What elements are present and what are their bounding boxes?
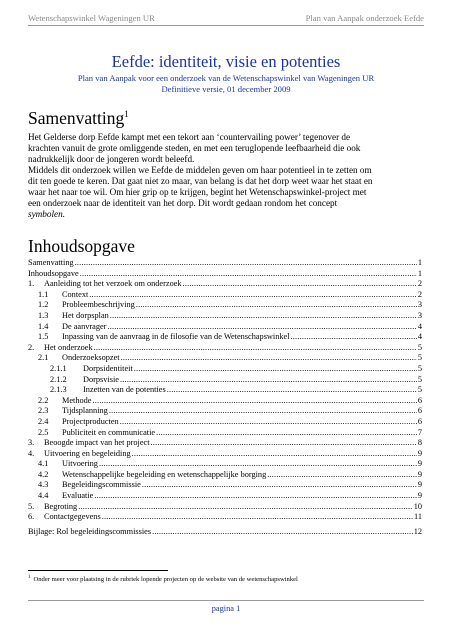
- toc-entry-number: 4.1: [38, 459, 49, 469]
- toc-entry-number: 2.1: [38, 353, 49, 363]
- toc-entry[interactable]: [28, 502, 422, 513]
- toc-entry[interactable]: [28, 375, 422, 386]
- toc-entry-page: 1: [417, 258, 422, 267]
- footnote-reference[interactable]: 1: [124, 109, 129, 120]
- toc-entry-page: 1: [417, 268, 422, 278]
- toc-entry-title: Probleembeschrijving: [62, 300, 135, 310]
- toc-entry-title: Uitvoering: [62, 459, 98, 469]
- toc-entry-page: 8: [417, 438, 422, 448]
- toc-entry-number: 1.4: [38, 321, 49, 331]
- toc-dot-leader: [136, 300, 417, 311]
- toc-entry[interactable]: [28, 343, 422, 354]
- toc-entry-page: 12: [413, 526, 422, 536]
- toc-entry-number: 2.3: [38, 406, 49, 416]
- summary-paragraph-1: Het Gelderse dorp Eefde kampt met een tekort aan ‘countervailing power’ tegenover de krachten vanuit de grote omliggende steden, en met een teruglopende leefbaarheid die ook nadrukkelijk door de jongeren wordt beleefd.: [28, 132, 361, 165]
- toc-dot-leader: [120, 375, 417, 386]
- toc-entry[interactable]: [28, 527, 422, 538]
- toc-entry-number: 4.4: [38, 491, 49, 501]
- toc-entry-title: Het onderzoek: [44, 342, 93, 352]
- toc-dot-leader: [94, 343, 417, 354]
- toc-entry-page: 2: [417, 279, 422, 289]
- toc-entry[interactable]: [28, 290, 422, 301]
- toc-entry[interactable]: [28, 480, 422, 491]
- toc-entry-page: 9: [417, 469, 422, 479]
- toc-dot-leader: [120, 417, 417, 428]
- toc-entry-page: 9: [417, 448, 422, 458]
- toc-dot-leader: [78, 502, 413, 513]
- toc-entry-page: 6: [417, 406, 422, 416]
- toc-entry-title: Bijlage: Rol begeleidingscommissies: [28, 526, 152, 536]
- toc-entry-number: 2.4: [38, 416, 49, 426]
- toc-entry-number: 1.3: [38, 310, 49, 320]
- header-document-title: Plan van Aanpak onderzoek Eefde: [305, 13, 424, 23]
- toc-entry-title: Samenvatting: [28, 258, 74, 267]
- document-subtitle: Plan van Aanpak voor een onderzoek van de Wetenschapswinkel van Wageningen UR: [77, 73, 375, 83]
- toc-entry-number: 2.: [28, 342, 35, 352]
- toc-dot-leader: [152, 527, 413, 538]
- toc-entry[interactable]: [28, 491, 422, 502]
- toc-entry-page: 9: [417, 480, 422, 490]
- toc-entry-page: 5: [417, 363, 422, 373]
- toc-entry-number: 5.: [28, 501, 35, 511]
- running-header: [28, 13, 424, 26]
- toc-dot-leader: [142, 480, 417, 491]
- toc-entry-title: Inzetten van de potenties: [83, 385, 166, 395]
- document-title: Eefde: identiteit, visie en potenties: [111, 52, 341, 71]
- toc-dot-leader: [156, 428, 417, 439]
- toc-entry[interactable]: [28, 258, 422, 269]
- toc-entry-page: 2: [417, 289, 422, 299]
- toc-entry-number: 1.5: [38, 332, 49, 342]
- toc-entry-page: 9: [417, 459, 422, 469]
- toc-entry-title: Het dorpsplan: [62, 310, 109, 320]
- toc-entry[interactable]: [28, 470, 422, 481]
- toc-entry-number: 1.: [28, 279, 35, 289]
- footer-divider: [28, 600, 424, 601]
- toc-dot-leader: [94, 491, 417, 502]
- toc-entry-page: 5: [417, 342, 422, 352]
- toc-dot-leader: [110, 311, 417, 322]
- toc-entry-page: 11: [414, 512, 422, 522]
- toc-entry[interactable]: [28, 449, 422, 460]
- toc-entry-title: Uitvoering en begeleiding: [44, 448, 131, 458]
- toc-dot-leader: [80, 269, 417, 280]
- toc-entry-number: 2.1.2: [50, 374, 67, 384]
- toc-dot-leader: [167, 385, 417, 396]
- footnote: $^1$ Onder meer voor plaatsing in de rubriek lopende projecten op de website van de wetenschapswinkel: [28, 574, 298, 583]
- toc-dot-leader: [132, 449, 417, 460]
- toc-entry-number: 2.1.1: [50, 363, 67, 373]
- toc-entry-page: 5: [417, 353, 422, 363]
- toc-entry[interactable]: [28, 332, 422, 343]
- toc-entry-number: 2.1.3: [50, 385, 67, 395]
- toc-entry[interactable]: [28, 300, 422, 311]
- toc-entry[interactable]: [28, 385, 422, 396]
- toc-dot-leader: [121, 353, 417, 364]
- toc-entry-title: Methode: [62, 395, 92, 405]
- toc-entry-title: Evaluatie: [62, 491, 94, 501]
- toc-entry[interactable]: [28, 364, 422, 375]
- toc-dot-leader: [183, 279, 417, 290]
- toc-dot-leader: [109, 406, 417, 417]
- toc-entry[interactable]: [28, 438, 422, 449]
- toc-dot-leader: [75, 258, 417, 269]
- toc-entry[interactable]: [28, 459, 422, 470]
- toc-entry-title: Dorpsvisie: [83, 374, 119, 384]
- toc-entry[interactable]: [28, 353, 422, 364]
- toc-entry-number: 1.2: [38, 300, 49, 310]
- toc-entry-number: 6.: [28, 512, 35, 522]
- toc-entry-number: 4.2: [38, 469, 49, 479]
- toc-entry[interactable]: [28, 406, 422, 417]
- toc-entry-title: Begeleidingscommissie: [62, 480, 141, 490]
- toc-entry-title: Projectproducten: [62, 416, 119, 426]
- summary-heading: Samenvatting$^1$: [28, 108, 129, 128]
- toc-entry[interactable]: [28, 396, 422, 407]
- toc-dot-leader: [134, 364, 417, 375]
- toc-entry-title: Inpassing van de aanvraag in de filosofie van de Wetenschapswinkel: [62, 332, 290, 342]
- toc-entry-title: Context: [62, 289, 89, 299]
- toc-heading: Inhoudsopgave: [28, 236, 135, 256]
- toc-entry-title: Publiciteit en communicatie: [62, 427, 156, 437]
- toc-entry-page: 5: [417, 385, 422, 395]
- toc-entry-page: 10: [413, 501, 422, 511]
- toc-entry-number: 4.: [28, 448, 35, 458]
- toc-entry[interactable]: [28, 417, 422, 428]
- toc-entry-title: Beoogde impact van het project: [44, 438, 150, 448]
- toc-entry-title: Inhoudsopgave: [28, 268, 79, 278]
- toc-dot-leader: [102, 512, 413, 523]
- toc-entry-number: 3.: [28, 438, 35, 448]
- toc-entry-page: 6: [417, 395, 422, 405]
- toc-dot-leader: [107, 322, 416, 333]
- toc-dot-leader: [291, 332, 417, 343]
- toc-entry-page: 3: [417, 310, 422, 320]
- toc-dot-leader: [89, 290, 417, 301]
- toc-entry[interactable]: [28, 311, 422, 322]
- toc-entry[interactable]: [28, 269, 422, 280]
- toc-entry-page: 4: [417, 332, 422, 342]
- toc-entry[interactable]: [28, 512, 422, 523]
- toc-entry-title: Dorpsidentiteit: [83, 363, 133, 373]
- toc-entry-page: 7: [417, 427, 422, 437]
- footnote-divider: [28, 570, 168, 571]
- document-version: Definitieve versie, 01 december 2009: [161, 84, 291, 94]
- toc-entry-number: 1.1: [38, 289, 49, 299]
- toc-entry-page: 5: [417, 374, 422, 384]
- toc-entry-title: Aanleiding tot het verzoek om onderzoek: [44, 279, 182, 289]
- toc-entry-number: 4.3: [38, 480, 49, 490]
- toc-entry-page: 4: [417, 321, 422, 331]
- toc-entry-page: 6: [417, 416, 422, 426]
- toc-dot-leader: [93, 396, 417, 407]
- toc-entry-title: Tijdsplanning: [62, 406, 108, 416]
- toc-dot-leader: [151, 438, 417, 449]
- table-of-contents: [28, 258, 422, 537]
- toc-dot-leader: [99, 459, 417, 470]
- toc-entry[interactable]: [28, 322, 422, 333]
- toc-dot-leader: [267, 470, 417, 481]
- toc-entry[interactable]: [28, 428, 422, 439]
- toc-entry-title: Begroting: [44, 501, 78, 511]
- toc-entry-page: 3: [417, 300, 422, 310]
- page-number: pagina 1: [211, 604, 241, 613]
- header-organization: Wetenschapswinkel Wageningen UR: [28, 13, 155, 23]
- summary-paragraph-2: Middels dit onderzoek willen we Eefde de middelen geven om haar potentieel in te zetten om dit ten goede te keren. Dat gaat niet zo maar, van belang is dat het dorp weet waar het staat en waar het naar toe wil. Om hier grip op te krijgen, begint het Wetenschapswinkel-project met een onderzoek naar de identiteit van het dorp. Dit wordt gedaan rondom het concept symbolen.: [28, 165, 373, 220]
- toc-entry-page: 9: [417, 491, 422, 501]
- toc-entry-title: Onderzoeksopzet: [62, 353, 120, 363]
- toc-entry-number: 2.2: [38, 395, 49, 405]
- toc-entry-title: Wetenschappelijke begeleiding en wetenschappelijke borging: [62, 469, 267, 479]
- toc-entry-title: Contactgegevens: [44, 512, 101, 522]
- toc-entry-title: De aanvrager: [62, 321, 107, 331]
- toc-entry-number: 2.5: [38, 427, 49, 437]
- toc-entry[interactable]: [28, 279, 422, 290]
